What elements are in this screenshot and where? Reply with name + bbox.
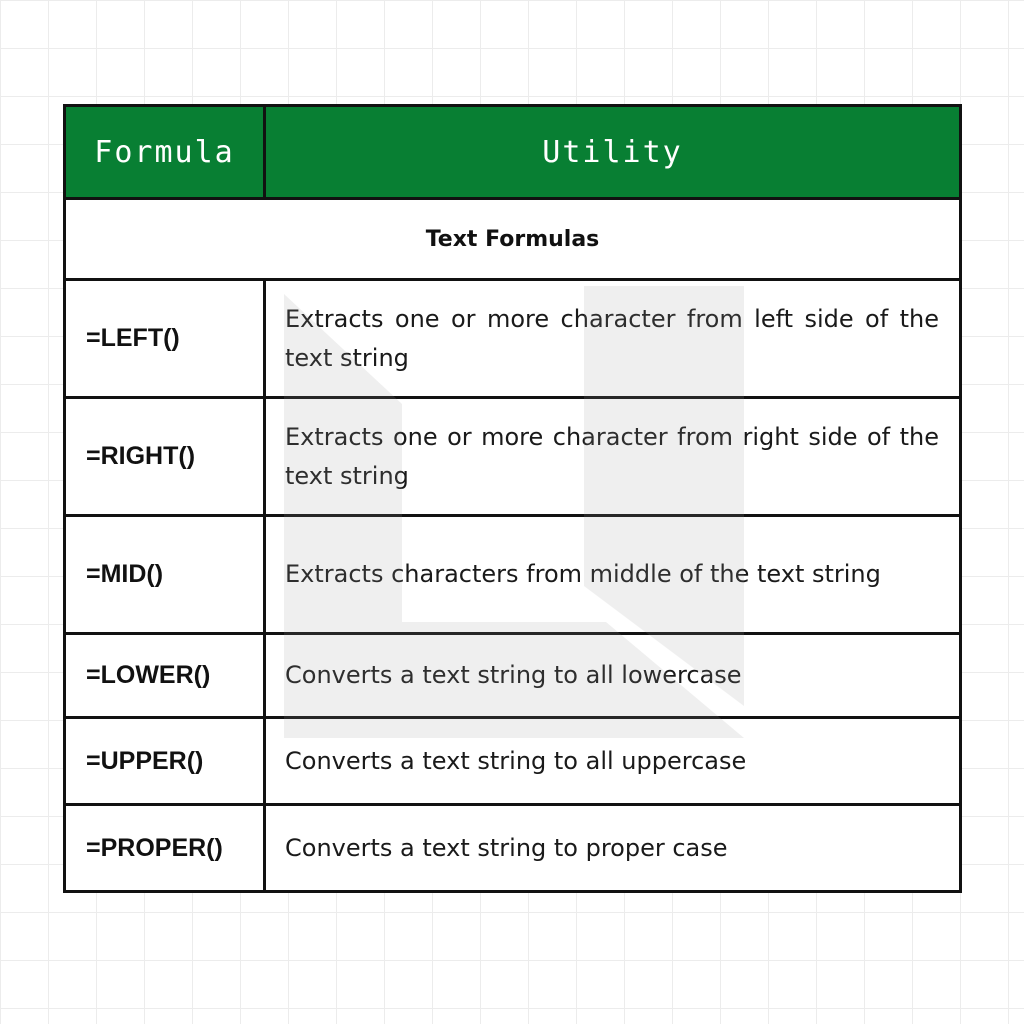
utility-column-header: Utility bbox=[265, 106, 961, 199]
utility-cell: Extracts one or more character from right side of the text string bbox=[265, 398, 961, 516]
formula-column-header: Formula bbox=[65, 106, 265, 199]
formula-cell: =MID() bbox=[65, 516, 265, 634]
formula-cell: =LEFT() bbox=[65, 280, 265, 398]
table-row bbox=[65, 634, 961, 718]
formula-table bbox=[63, 104, 962, 893]
table-row bbox=[65, 280, 961, 398]
utility-cell: Converts a text string to proper case bbox=[265, 805, 961, 892]
formula-cell: =PROPER() bbox=[65, 805, 265, 892]
formula-cell: =LOWER() bbox=[65, 634, 265, 718]
header-row bbox=[65, 106, 961, 199]
utility-cell: Extracts one or more character from left side of the text string bbox=[265, 280, 961, 398]
utility-cell: Converts a text string to all lowercase bbox=[265, 634, 961, 718]
table-row bbox=[65, 805, 961, 892]
formula-cell: =RIGHT() bbox=[65, 398, 265, 516]
table-row bbox=[65, 516, 961, 634]
formula-cell: =UPPER() bbox=[65, 718, 265, 805]
table-row bbox=[65, 718, 961, 805]
table-row bbox=[65, 398, 961, 516]
utility-cell: Extracts characters from middle of the text string bbox=[265, 516, 961, 634]
section-row bbox=[65, 199, 961, 280]
section-title: Text Formulas bbox=[65, 199, 961, 280]
utility-cell: Converts a text string to all uppercase bbox=[265, 718, 961, 805]
